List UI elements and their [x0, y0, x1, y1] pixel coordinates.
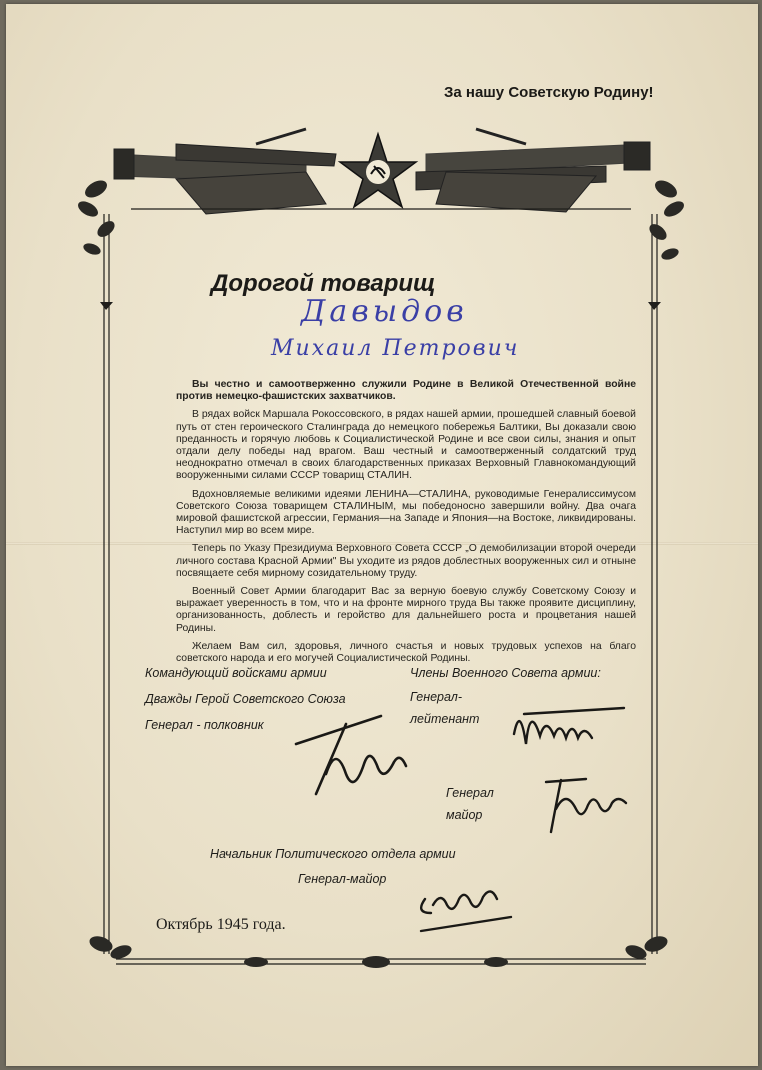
commander-rank-general: Генерал - полковник — [145, 718, 264, 732]
member1-rank-line1: Генерал- — [410, 690, 463, 704]
certificate-sheet — [6, 4, 758, 1066]
body-paragraph: Военный Совет Армии благодарит Вас за верную боевую службу Советскому Союзу и выражает уверенность в том, что и на фронте мирного труда Вы также проявите дисциплину, организованность, доблесть и геройство для дальнейшего роста и процветания нашей Родины. — [176, 586, 636, 634]
major-general-signature — [516, 774, 646, 844]
member2-rank-line1: Генерал — [446, 786, 494, 800]
header-slogan: За нашу Советскую Родину! — [444, 84, 654, 101]
commander-title: Командующий войсками армии — [145, 666, 327, 680]
commander-rank-hero: Дважды Герой Советского Союза — [145, 692, 346, 706]
member1-rank-line2: лейтенант — [410, 712, 480, 726]
body-paragraph: Вы честно и самоотверженно служили Родине в Великой Отечественной войне против немецко-фашистских захватчиков. — [176, 379, 636, 403]
recipient-surname: Давыдов — [301, 294, 468, 329]
body-paragraph: В рядах войск Маршала Рокоссовского, в рядах нашей армии, прошедшей славный боевой путь от стен героического Сталинграда до немецкого побережья Балтики, Вы доказали свою преданность и горячую любовь к Социалистической Родине и все свои силы, знания и опыт отдали делу победы над врагом. Ваш честный и самоотверженный солдатский труд неоднократно отмечал в своих благодарственных приказах Верховный Главнокомандующий вооруженными силами СССР товарищ СТАЛИН. — [176, 409, 636, 482]
commander-signature — [286, 704, 426, 804]
greeting-title: Дорогой товарищ — [211, 270, 436, 297]
body-paragraph: Теперь по Указу Президиума Верховного Совета СССР „О демобилизации второй очереди личного состава Красной Армии" Вы уходите из рядов доблестных вооруженных сил и отныне посвящаете себя мирному созидательному труду. — [176, 543, 636, 579]
issue-date: Октябрь 1945 года. — [156, 916, 286, 933]
body-paragraph: Вдохновляемые великими идеями ЛЕНИНА—СТАЛИНА, руководимые Генералиссимусом Советского Союза товарищем СТАЛИНЫМ, мы победоносно завершили войну. Два очага мировой фашистской агрессии, Германия—на Западе и Япония—на Востоке, ликвидированы. Наступил мир во всем мире. — [176, 488, 636, 537]
red-star-hammer-sickle-icon — [340, 134, 416, 207]
political-rank: Генерал-майор — [298, 872, 387, 886]
certificate-body — [176, 379, 636, 671]
council-title: Члены Военного Совета армии: — [410, 666, 601, 680]
body-paragraph: Желаем Вам сил, здоровья, личного счастья и новых трудовых успехов на благо советского народа и его могучей Социалистической Родины. — [176, 640, 636, 665]
member2-rank-line2: майор — [446, 808, 483, 822]
political-title: Начальник Политического отдела армии — [210, 847, 456, 861]
recipient-given-names: Михаил Петрович — [271, 336, 520, 361]
lieutenant-general-signature — [506, 694, 636, 764]
political-chief-signature — [411, 869, 531, 939]
